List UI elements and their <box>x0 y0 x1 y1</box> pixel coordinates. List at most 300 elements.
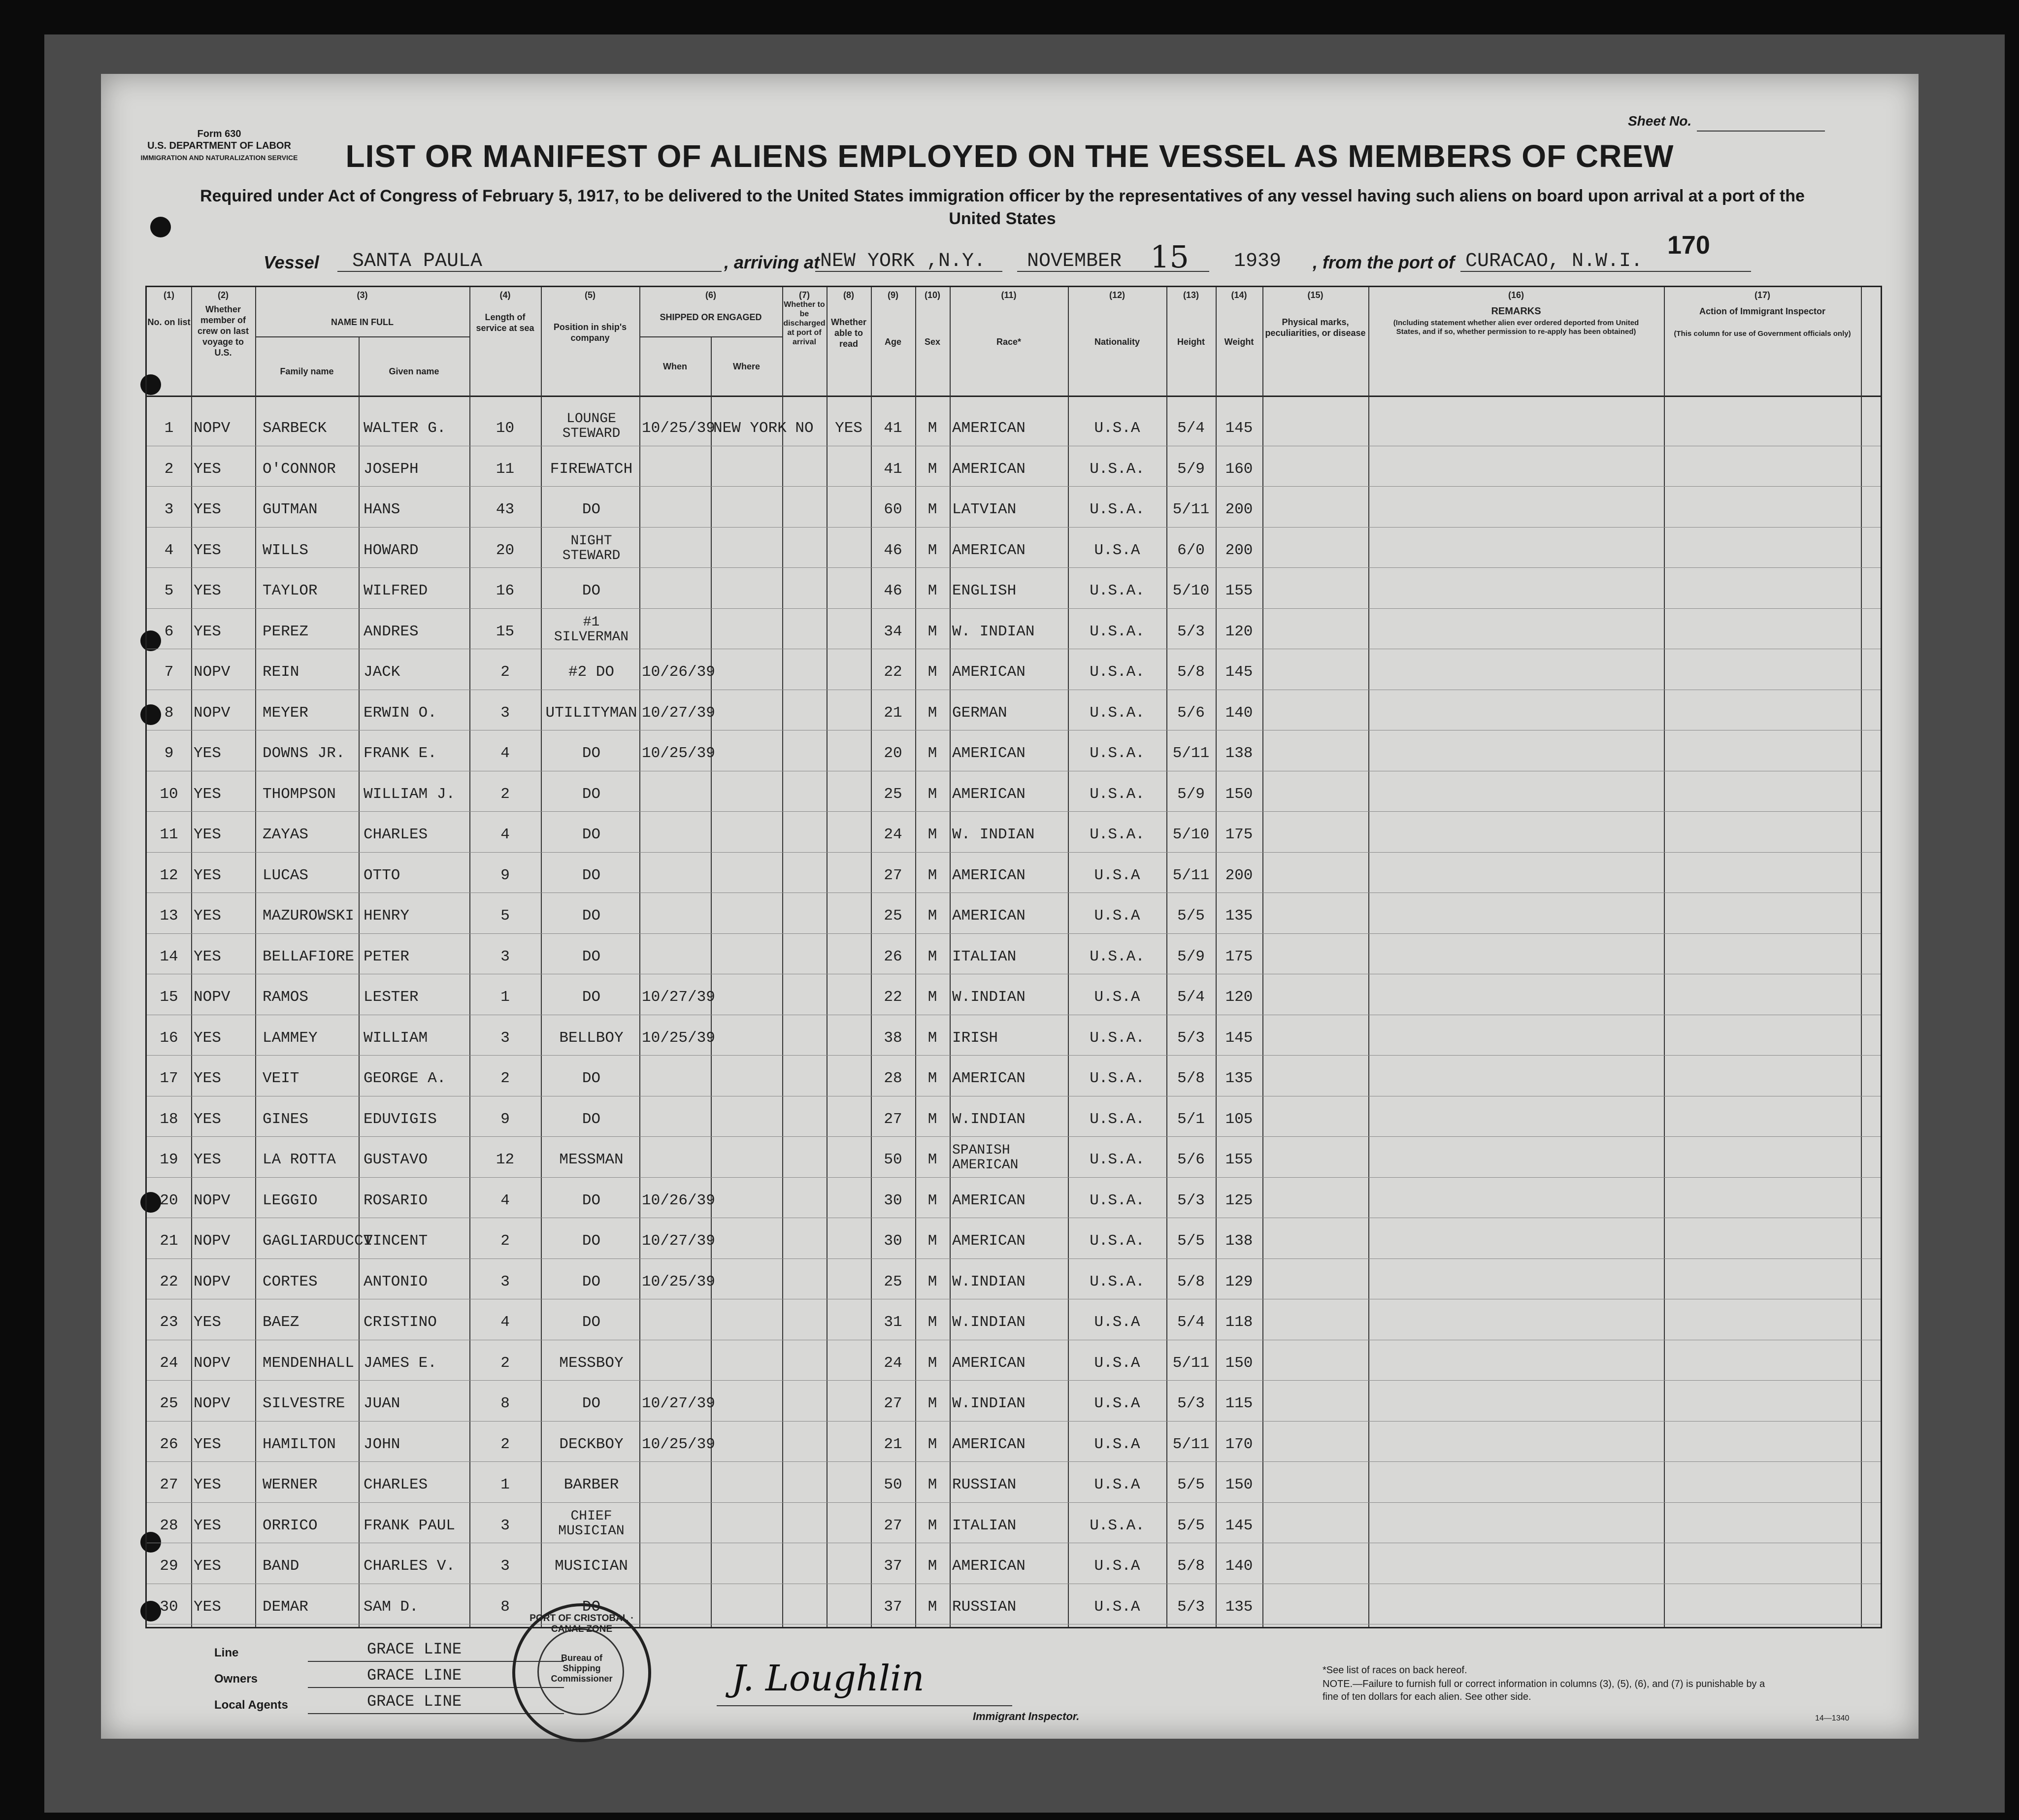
cell-height: 5/8 <box>1177 1557 1205 1575</box>
from-port-line <box>1460 271 1751 272</box>
cell-given: FRANK PAUL <box>364 1517 456 1534</box>
cell-no: 11 <box>160 826 178 843</box>
header-name-in-full: NAME IN FULL <box>331 317 394 327</box>
cell-position: DO <box>582 1070 601 1087</box>
cell-service: 10 <box>496 420 515 437</box>
cell-position: DO <box>582 501 601 518</box>
header-nationality: Nationality <box>1094 337 1140 347</box>
cell-height: 5/5 <box>1177 1232 1205 1250</box>
column-divider <box>541 287 542 1627</box>
date-line <box>1017 271 1209 272</box>
cell-family: BAND <box>263 1557 299 1575</box>
cell-weight: 175 <box>1225 826 1253 843</box>
cell-when: 10/25/39 <box>642 1435 715 1453</box>
cell-no: 28 <box>160 1517 178 1534</box>
cell-nat: U.S.A. <box>1090 1110 1145 1128</box>
cell-weight: 135 <box>1225 1598 1253 1616</box>
cell-sex: M <box>927 420 937 437</box>
cell-race: W.INDIAN <box>952 1314 1026 1331</box>
cell-weight: 105 <box>1225 1110 1253 1128</box>
cell-sex: M <box>927 1110 937 1128</box>
cell-race: AMERICAN <box>952 907 1026 925</box>
cell-no: 30 <box>160 1598 178 1616</box>
row-rule <box>147 486 1881 487</box>
page-number: 170 <box>1667 231 1710 260</box>
col-number: (14) <box>1231 290 1247 300</box>
cell-no: 23 <box>160 1314 178 1331</box>
cell-family: SILVESTRE <box>263 1395 345 1412</box>
cell-age: 27 <box>884 1517 902 1534</box>
cell-position: LOUNGE STEWARD <box>562 411 621 441</box>
col-number: (15) <box>1307 290 1324 300</box>
cell-service: 4 <box>500 1191 510 1209</box>
cell-position: NIGHT STEWARD <box>562 533 621 563</box>
cell-last: YES <box>194 1314 221 1331</box>
cell-nat: U.S.A. <box>1090 785 1145 803</box>
arriving-port: NEW YORK ,N.Y. <box>820 250 986 272</box>
cell-weight: 200 <box>1225 501 1253 518</box>
row-rule <box>147 1502 1881 1503</box>
cell-where: NEW YORK <box>713 420 787 437</box>
cell-sex: M <box>927 1517 937 1534</box>
header-where: Where <box>732 362 760 371</box>
cell-race: IRISH <box>952 1029 998 1047</box>
cell-when: 10/27/39 <box>642 704 715 722</box>
cell-given: HOWARD <box>364 541 419 559</box>
cell-nat: U.S.A. <box>1090 1029 1145 1047</box>
form-identifier: Form 630 U.S. DEPARTMENT OF LABOR IMMIGRATION AND NATURALIZATION SERVICE <box>140 129 298 162</box>
cell-sex: M <box>927 1395 937 1412</box>
col-number: (5) <box>585 290 596 300</box>
cell-age: 46 <box>884 582 902 599</box>
cell-height: 5/10 <box>1172 826 1210 843</box>
header-last-voyage: Whether member of crew on last voyage to U.S. <box>197 304 249 358</box>
header-length-of-service: Length of service at sea <box>476 312 534 333</box>
header-shipped-or-engaged: SHIPPED OR ENGAGED <box>660 312 762 322</box>
cell-sex: M <box>927 989 937 1006</box>
cell-nat: U.S.A <box>1094 1476 1140 1493</box>
row-rule <box>147 1380 1881 1381</box>
cell-last: YES <box>194 460 221 478</box>
cell-service: 1 <box>500 1476 510 1493</box>
cell-given: PETER <box>364 948 410 965</box>
cell-age: 21 <box>884 704 902 722</box>
manifest-sheet <box>101 74 1919 1739</box>
cell-weight: 135 <box>1225 1070 1253 1087</box>
cell-weight: 138 <box>1225 745 1253 762</box>
cell-service: 2 <box>500 1232 510 1250</box>
cell-last: YES <box>194 1110 221 1128</box>
cell-family: TAYLOR <box>263 582 318 599</box>
cell-weight: 145 <box>1225 1029 1253 1047</box>
cell-service: 3 <box>500 704 510 722</box>
cell-service: 2 <box>500 1354 510 1372</box>
col-number: (11) <box>1001 290 1017 300</box>
cell-nat: U.S.A. <box>1090 501 1145 518</box>
vessel-line <box>337 271 722 272</box>
cell-nat: U.S.A <box>1094 1354 1140 1372</box>
cell-age: 28 <box>884 1070 902 1087</box>
cell-height: 5/1 <box>1177 1110 1205 1128</box>
cell-position: DO <box>582 1598 601 1616</box>
cell-age: 34 <box>884 623 902 640</box>
cell-position: MESSMAN <box>559 1151 624 1168</box>
cell-service: 2 <box>500 1070 510 1087</box>
cell-last: NOPV <box>194 704 231 722</box>
column-divider <box>1368 287 1369 1627</box>
column-divider <box>711 336 712 1627</box>
cell-weight: 145 <box>1225 1517 1253 1534</box>
cell-weight: 140 <box>1225 704 1253 722</box>
cell-sex: M <box>927 623 937 640</box>
cell-service: 4 <box>500 1314 510 1331</box>
cell-height: 5/3 <box>1177 1191 1205 1209</box>
cell-family: ORRICO <box>263 1517 318 1534</box>
cell-service: 3 <box>500 948 510 965</box>
cell-age: 22 <box>884 989 902 1006</box>
cell-age: 21 <box>884 1435 902 1453</box>
cell-when: 10/25/39 <box>642 745 715 762</box>
cell-last: YES <box>194 1598 221 1616</box>
col-number: (7) <box>799 290 810 300</box>
header-physical-marks: Physical marks, peculiarities, or disease <box>1265 317 1366 338</box>
cell-given: WILLIAM <box>364 1029 428 1047</box>
header-divider <box>147 396 1881 397</box>
cell-height: 5/9 <box>1177 460 1205 478</box>
cell-service: 2 <box>500 785 510 803</box>
cell-weight: 120 <box>1225 989 1253 1006</box>
cell-position: DO <box>582 866 601 884</box>
cell-family: LAMMEY <box>263 1029 318 1047</box>
cell-weight: 150 <box>1225 1354 1253 1372</box>
cell-nat: U.S.A <box>1094 541 1140 559</box>
cell-height: 5/5 <box>1177 1476 1205 1493</box>
header-weight: Weight <box>1224 337 1254 347</box>
cell-age: 24 <box>884 826 902 843</box>
cell-family: CORTES <box>263 1273 318 1291</box>
cell-race: ITALIAN <box>952 948 1017 965</box>
cell-last: NOPV <box>194 1273 231 1291</box>
cell-disch: NO <box>795 420 814 437</box>
form-code: 14—1340 <box>1815 1714 1850 1722</box>
cell-last: NOPV <box>194 1354 231 1372</box>
cell-family: RAMOS <box>263 989 309 1006</box>
cell-no: 2 <box>164 460 174 478</box>
cell-sex: M <box>927 1191 937 1209</box>
arrival-month: NOVEMBER <box>1027 250 1122 272</box>
document-title: LIST OR MANIFEST OF ALIENS EMPLOYED ON THE VESSEL AS MEMBERS OF CREW <box>345 138 1674 174</box>
cell-nat: U.S.A. <box>1090 1070 1145 1087</box>
cell-position: MESSBOY <box>559 1354 624 1372</box>
cell-family: DEMAR <box>263 1598 309 1616</box>
row-rule <box>147 567 1881 568</box>
cell-sex: M <box>927 1273 937 1291</box>
cell-family: MAZUROWSKI <box>263 907 355 925</box>
cell-last: YES <box>194 866 221 884</box>
cell-given: WALTER G. <box>364 420 446 437</box>
col-number: (10) <box>924 290 940 300</box>
cell-height: 5/10 <box>1172 582 1210 599</box>
cell-race: AMERICAN <box>952 460 1026 478</box>
cell-no: 5 <box>164 582 174 599</box>
cell-race: AMERICAN <box>952 1191 1026 1209</box>
cell-position: BARBER <box>563 1476 619 1493</box>
cell-race: AMERICAN <box>952 1435 1026 1453</box>
cell-last: YES <box>194 1151 221 1168</box>
cell-sex: M <box>927 704 937 722</box>
cell-given: HANS <box>364 501 400 518</box>
cell-position: DO <box>582 1110 601 1128</box>
cell-no: 19 <box>160 1151 178 1168</box>
cell-height: 5/3 <box>1177 1598 1205 1616</box>
cell-service: 4 <box>500 745 510 762</box>
cell-age: 60 <box>884 501 902 518</box>
cell-weight: 155 <box>1225 1151 1253 1168</box>
cell-no: 8 <box>164 704 174 722</box>
cell-race: LATVIAN <box>952 501 1017 518</box>
cell-family: MENDENHALL <box>263 1354 355 1372</box>
cell-no: 26 <box>160 1435 178 1453</box>
cell-race: W.INDIAN <box>952 1110 1026 1128</box>
cell-no: 18 <box>160 1110 178 1128</box>
col-number: (9) <box>888 290 898 300</box>
row-rule <box>147 1136 1881 1137</box>
cell-given: CHARLES <box>364 1476 428 1493</box>
cell-age: 24 <box>884 1354 902 1372</box>
cell-race: AMERICAN <box>952 785 1026 803</box>
cell-given: JOHN <box>364 1435 400 1453</box>
cell-height: 5/11 <box>1172 1354 1210 1372</box>
cell-sex: M <box>927 826 937 843</box>
cell-age: 27 <box>884 1395 902 1412</box>
cell-nat: U.S.A. <box>1090 745 1145 762</box>
cell-given: JOSEPH <box>364 460 419 478</box>
row-rule <box>147 933 1881 934</box>
cell-sex: M <box>927 948 937 965</box>
cell-nat: U.S.A. <box>1090 1191 1145 1209</box>
agents-label: Local Agents <box>214 1698 288 1712</box>
cell-given: WILFRED <box>364 582 428 599</box>
cell-no: 10 <box>160 785 178 803</box>
cell-sex: M <box>927 1354 937 1372</box>
cell-height: 5/4 <box>1177 1314 1205 1331</box>
cell-position: DO <box>582 745 601 762</box>
col-number: (1) <box>164 290 174 300</box>
cell-no: 6 <box>164 623 174 640</box>
cell-age: 30 <box>884 1191 902 1209</box>
cell-height: 5/3 <box>1177 1395 1205 1412</box>
cell-height: 5/6 <box>1177 1151 1205 1168</box>
line-label: Line <box>214 1646 239 1659</box>
cell-no: 22 <box>160 1273 178 1291</box>
cell-sex: M <box>927 1232 937 1250</box>
cell-position: BELLBOY <box>559 1029 624 1047</box>
column-divider <box>255 287 256 1627</box>
sheet-number-line <box>1697 131 1825 132</box>
stamp-outer-text: PORT OF CRISTOBAL · CANAL ZONE <box>530 1613 634 1634</box>
cell-family: GINES <box>263 1110 309 1128</box>
sheet-number-label: Sheet No. <box>1628 113 1692 129</box>
cell-height: 5/4 <box>1177 420 1205 437</box>
cell-given: ANTONIO <box>364 1273 428 1291</box>
owners-value: GRACE LINE <box>367 1666 462 1685</box>
cell-when: 10/27/39 <box>642 989 715 1006</box>
cell-sex: M <box>927 541 937 559</box>
cell-age: 41 <box>884 460 902 478</box>
cell-family: ZAYAS <box>263 826 309 843</box>
cell-given: GUSTAVO <box>364 1151 428 1168</box>
cell-given: FRANK E. <box>364 745 437 762</box>
cell-nat: U.S.A <box>1094 1314 1140 1331</box>
cell-position: DO <box>582 826 601 843</box>
owners-label: Owners <box>214 1672 258 1686</box>
cell-sex: M <box>927 582 937 599</box>
col-number: (13) <box>1183 290 1199 300</box>
arrival-day: 15 <box>1150 239 1189 275</box>
cell-sex: M <box>927 745 937 762</box>
cell-given: OTTO <box>364 866 400 884</box>
col-number: (6) <box>705 290 716 300</box>
cell-nat: U.S.A. <box>1090 582 1145 599</box>
cell-age: 22 <box>884 663 902 681</box>
cell-when: 10/27/39 <box>642 1395 715 1412</box>
cell-age: 25 <box>884 907 902 925</box>
col-number: (16) <box>1508 290 1524 300</box>
cell-no: 13 <box>160 907 178 925</box>
cell-last: YES <box>194 907 221 925</box>
cell-family: PEREZ <box>263 623 309 640</box>
cell-sex: M <box>927 785 937 803</box>
vessel-name: SANTA PAULA <box>352 250 483 272</box>
cell-no: 20 <box>160 1191 178 1209</box>
cell-weight: 145 <box>1225 663 1253 681</box>
cell-given: WILLIAM J. <box>364 785 456 803</box>
cell-nat: U.S.A <box>1094 989 1140 1006</box>
cell-sex: M <box>927 1476 937 1493</box>
cell-sex: M <box>927 460 937 478</box>
cell-nat: U.S.A <box>1094 1598 1140 1616</box>
col-number: (3) <box>357 290 368 300</box>
cell-no: 4 <box>164 541 174 559</box>
cell-nat: U.S.A. <box>1090 460 1145 478</box>
arriving-label: , arriving at <box>724 252 820 272</box>
cell-position: DO <box>582 948 601 965</box>
cell-sex: M <box>927 1029 937 1047</box>
cell-race: AMERICAN <box>952 745 1026 762</box>
cell-race: W.INDIAN <box>952 989 1026 1006</box>
cell-race: ITALIAN <box>952 1517 1017 1534</box>
name-subdivider <box>255 336 469 337</box>
cell-weight: 155 <box>1225 582 1253 599</box>
cell-nat: U.S.A. <box>1090 1517 1145 1534</box>
cell-position: #2 DO <box>568 663 614 681</box>
cell-sex: M <box>927 1151 937 1168</box>
cell-service: 4 <box>500 826 510 843</box>
cell-family: MEYER <box>263 704 309 722</box>
cell-weight: 140 <box>1225 1557 1253 1575</box>
arrival-year: 1939 <box>1234 250 1282 272</box>
cell-service: 1 <box>500 989 510 1006</box>
cell-given: HENRY <box>364 907 410 925</box>
cell-nat: U.S.A. <box>1090 663 1145 681</box>
cell-given: ANDRES <box>364 623 419 640</box>
cell-service: 3 <box>500 1557 510 1575</box>
cell-family: HAMILTON <box>263 1435 336 1453</box>
cell-service: 2 <box>500 663 510 681</box>
cell-no: 12 <box>160 866 178 884</box>
cell-weight: 175 <box>1225 948 1253 965</box>
row-rule <box>147 1421 1881 1422</box>
cell-height: 5/6 <box>1177 704 1205 722</box>
row-rule <box>147 1258 1881 1259</box>
cell-no: 3 <box>164 501 174 518</box>
cell-last: YES <box>194 948 221 965</box>
cell-service: 8 <box>500 1598 510 1616</box>
cell-when: 10/25/39 <box>642 1273 715 1291</box>
cell-no: 9 <box>164 745 174 762</box>
cell-age: 50 <box>884 1476 902 1493</box>
cell-service: 9 <box>500 1110 510 1128</box>
cell-height: 5/8 <box>1177 1273 1205 1291</box>
cell-position: DO <box>582 1395 601 1412</box>
cell-age: 20 <box>884 745 902 762</box>
cell-position: MUSICIAN <box>555 1557 628 1575</box>
cell-last: YES <box>194 501 221 518</box>
cell-age: 37 <box>884 1598 902 1616</box>
cell-last: YES <box>194 541 221 559</box>
cell-race: AMERICAN <box>952 1070 1026 1087</box>
cell-race: SPANISH AMERICAN <box>952 1143 1019 1173</box>
cell-given: ERWIN O. <box>364 704 437 722</box>
cell-height: 6/0 <box>1177 541 1205 559</box>
cell-given: GEORGE A. <box>364 1070 446 1087</box>
cell-height: 5/11 <box>1172 501 1210 518</box>
cell-race: W.INDIAN <box>952 1273 1026 1291</box>
cell-age: 37 <box>884 1557 902 1575</box>
cell-given: JUAN <box>364 1395 400 1412</box>
cell-service: 20 <box>496 541 515 559</box>
cell-last: YES <box>194 1476 221 1493</box>
cell-last: NOPV <box>194 989 231 1006</box>
cell-when: 10/26/39 <box>642 663 715 681</box>
cell-sex: M <box>927 663 937 681</box>
cell-nat: U.S.A <box>1094 1557 1140 1575</box>
punch-hole <box>150 217 171 237</box>
cell-race: AMERICAN <box>952 1354 1026 1372</box>
cell-race: W. INDIAN <box>952 826 1035 843</box>
cell-height: 5/11 <box>1172 745 1210 762</box>
cell-family: DOWNS JR. <box>263 745 345 762</box>
header-when: When <box>663 362 687 371</box>
cell-last: YES <box>194 1435 221 1453</box>
cell-weight: 118 <box>1225 1314 1253 1331</box>
header-height: Height <box>1177 337 1205 347</box>
cell-sex: M <box>927 1314 937 1331</box>
cell-race: AMERICAN <box>952 541 1026 559</box>
cell-no: 24 <box>160 1354 178 1372</box>
cell-service: 12 <box>496 1151 515 1168</box>
cell-race: AMERICAN <box>952 866 1026 884</box>
cell-nat: U.S.A. <box>1090 1273 1145 1291</box>
cell-weight: 115 <box>1225 1395 1253 1412</box>
cell-given: EDUVIGIS <box>364 1110 437 1128</box>
cell-weight: 138 <box>1225 1232 1253 1250</box>
cell-nat: U.S.A. <box>1090 826 1145 843</box>
column-divider <box>782 287 783 1627</box>
header-inspector-note: (This column for use of Government officials only) <box>1674 330 1851 338</box>
from-port-label: , from the port of <box>1313 252 1455 272</box>
cell-service: 3 <box>500 1029 510 1047</box>
